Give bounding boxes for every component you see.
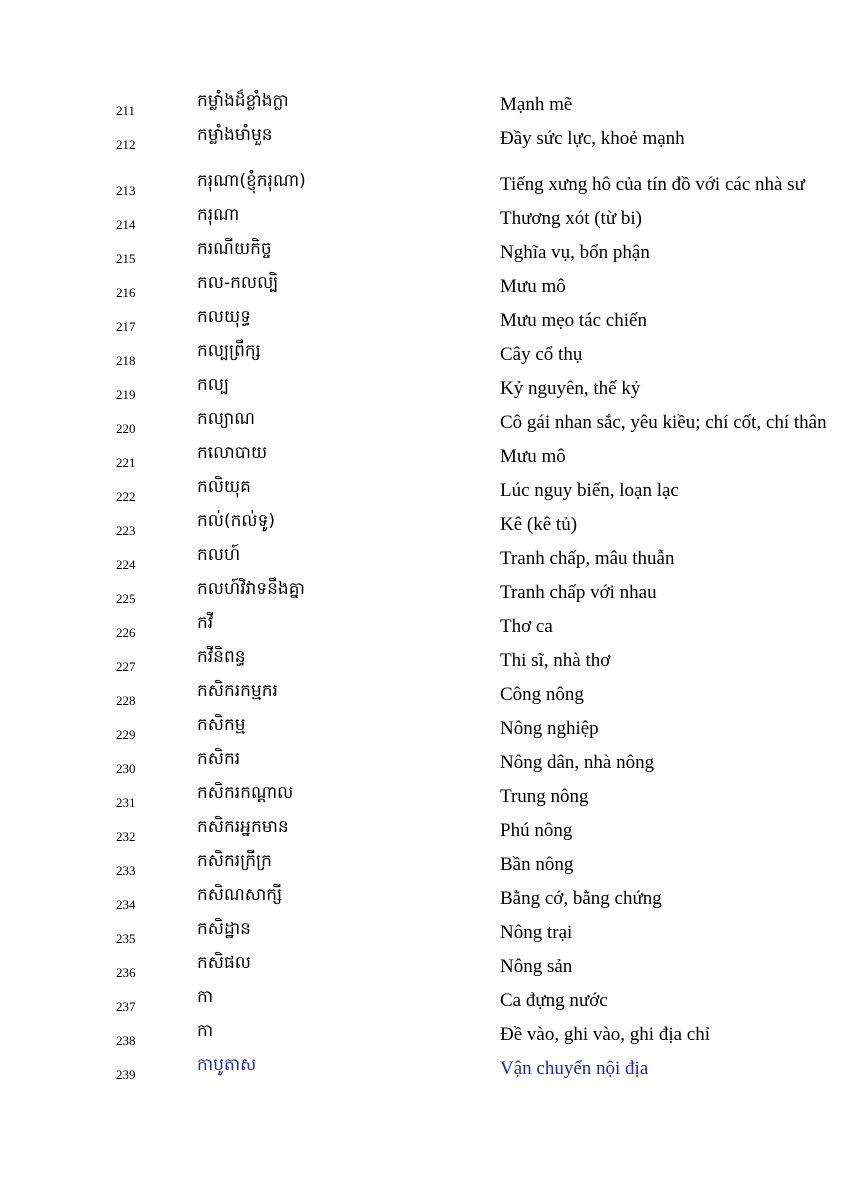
- khmer-term: កាបូតាស: [197, 1055, 257, 1075]
- dictionary-entry: [0, 744, 848, 778]
- dictionary-entry-list: [0, 86, 848, 1084]
- entry-number: 223: [116, 523, 136, 538]
- entry-number: 211: [116, 103, 136, 118]
- dictionary-entry: [0, 914, 848, 948]
- khmer-term: ករុណា(ខ្ញុំករុណា): [197, 171, 306, 191]
- khmer-term: កសិណសាក្សី: [197, 885, 283, 905]
- vietnamese-meaning: Nông dân, nhà nông: [500, 752, 655, 773]
- khmer-term: កល្ប: [197, 375, 230, 395]
- entry-number: 221: [116, 455, 136, 470]
- entry-number: 215: [116, 251, 136, 266]
- dictionary-entry: [0, 710, 848, 744]
- khmer-term: កល្យាណ: [197, 409, 255, 429]
- dictionary-entry: [0, 404, 848, 438]
- dictionary-entry: [0, 982, 848, 1016]
- dictionary-entry: [0, 268, 848, 302]
- dictionary-entry: [0, 676, 848, 710]
- dictionary-entry: [0, 302, 848, 336]
- khmer-term: ករុណា: [197, 205, 240, 225]
- vietnamese-meaning: Bần nông: [500, 854, 574, 875]
- khmer-term: កលយុទ្ធ: [197, 307, 251, 327]
- entry-number: 230: [116, 761, 136, 776]
- khmer-term: កលហ៍វិវាទនឹងគ្នា: [197, 579, 305, 599]
- dictionary-entry: [0, 200, 848, 234]
- vietnamese-meaning: Cây cổ thụ: [500, 344, 583, 365]
- entry-number: 231: [116, 795, 136, 810]
- vietnamese-meaning: Thương xót (từ bi): [500, 208, 642, 229]
- dictionary-entry: [0, 880, 848, 914]
- khmer-term: កសិកម្ម: [197, 715, 246, 735]
- khmer-term: ករណីយកិច្ច: [197, 239, 272, 259]
- dictionary-entry: [0, 574, 848, 608]
- dictionary-entry: [0, 120, 848, 154]
- khmer-term: កល-កលល្បិ: [197, 273, 279, 293]
- vietnamese-meaning: Thơ ca: [500, 616, 553, 637]
- entry-number: 213: [116, 183, 136, 198]
- vietnamese-meaning: Kỷ nguyên, thế kỷ: [500, 378, 641, 399]
- khmer-term: កសិករកម្មករ: [197, 681, 278, 701]
- entry-number: 217: [116, 319, 136, 334]
- dictionary-entry: [0, 812, 848, 846]
- entry-number: 238: [116, 1033, 136, 1048]
- entry-number: 220: [116, 421, 136, 436]
- entry-number: 212: [116, 137, 136, 152]
- vietnamese-meaning: Nông trại: [500, 922, 573, 943]
- dictionary-entry: [0, 234, 848, 268]
- vietnamese-meaning: Đầy sức lực, khoẻ mạnh: [500, 128, 685, 149]
- entry-number: 216: [116, 285, 136, 300]
- entry-number: 214: [116, 217, 136, 232]
- khmer-term: កម្លាំងដ៏ខ្លាំងក្លា: [197, 91, 289, 111]
- khmer-term: កា: [197, 987, 214, 1007]
- entry-number: 225: [116, 591, 136, 606]
- entry-number: 222: [116, 489, 136, 504]
- vietnamese-meaning: Mưu mẹo tác chiến: [500, 310, 647, 331]
- vietnamese-meaning: Trung nông: [500, 786, 589, 807]
- dictionary-entry: [0, 438, 848, 472]
- khmer-term: កសិដ្ឋាន: [197, 919, 251, 939]
- vietnamese-meaning: Tiếng xưng hô của tín đồ với các nhà sư: [500, 174, 805, 195]
- vietnamese-meaning: Nông nghiệp: [500, 718, 599, 739]
- vietnamese-meaning: Nông sản: [500, 956, 573, 977]
- entry-number: 219: [116, 387, 136, 402]
- vietnamese-meaning: Tranh chấp, mâu thuẫn: [500, 548, 675, 569]
- vietnamese-meaning: Kê (kê tủ): [500, 514, 578, 535]
- vietnamese-meaning: Vận chuyển nội địa: [500, 1058, 649, 1079]
- vietnamese-meaning: Mưu mô: [500, 446, 566, 467]
- khmer-term: កវី: [197, 613, 214, 633]
- dictionary-entry: [0, 506, 848, 540]
- entry-number: 228: [116, 693, 136, 708]
- dictionary-entry: [0, 608, 848, 642]
- vietnamese-meaning: Phú nông: [500, 820, 573, 841]
- entry-number: 218: [116, 353, 136, 368]
- dictionary-entry: [0, 86, 848, 120]
- khmer-term: កសិករក្រីក្រ: [197, 851, 272, 871]
- khmer-term: កលោបាយ: [197, 443, 268, 463]
- vietnamese-meaning: Tranh chấp với nhau: [500, 582, 657, 603]
- entry-number: 227: [116, 659, 136, 674]
- dictionary-entry: [0, 336, 848, 370]
- khmer-term: កា: [197, 1021, 214, 1041]
- vietnamese-meaning: Đề vào, ghi vào, ghi địa chỉ: [500, 1024, 711, 1045]
- dictionary-entry: [0, 370, 848, 404]
- vietnamese-meaning: Ca đựng nước: [500, 990, 608, 1011]
- entry-number: 237: [116, 999, 136, 1014]
- khmer-term: កសិករកណ្ដាល: [197, 783, 294, 803]
- entry-number: 236: [116, 965, 136, 980]
- dictionary-entry: [0, 154, 848, 200]
- dictionary-entry: [0, 948, 848, 982]
- vietnamese-meaning: Nghĩa vụ, bổn phận: [500, 242, 650, 263]
- entry-number: 233: [116, 863, 136, 878]
- vietnamese-meaning: Mạnh mẽ: [500, 94, 573, 115]
- entry-number: 232: [116, 829, 136, 844]
- dictionary-entry: [0, 1050, 848, 1084]
- vietnamese-meaning: Bằng cớ, bằng chứng: [500, 888, 662, 909]
- entry-number: 235: [116, 931, 136, 946]
- dictionary-entry: [0, 472, 848, 506]
- khmer-term: កលហ៍: [197, 545, 241, 565]
- vietnamese-meaning: Cô gái nhan sắc, yêu kiều; chí cốt, chí thân: [500, 412, 827, 433]
- entry-number: 234: [116, 897, 136, 912]
- dictionary-entry: [0, 540, 848, 574]
- khmer-term: កសិផល: [197, 953, 251, 973]
- khmer-term: កសិករ: [197, 749, 241, 769]
- vietnamese-meaning: Công nông: [500, 684, 584, 705]
- entry-number: 226: [116, 625, 136, 640]
- vietnamese-meaning: Lúc nguy biến, loạn lạc: [500, 480, 679, 501]
- vietnamese-meaning: Thi sĩ, nhà thơ: [500, 650, 611, 671]
- dictionary-entry: [0, 778, 848, 812]
- khmer-term: កល្បព្រឹក្ស: [197, 341, 261, 361]
- khmer-term: កម្លាំងមាំមួន: [197, 125, 273, 145]
- vietnamese-meaning: Mưu mô: [500, 276, 566, 297]
- dictionary-entry: [0, 1016, 848, 1050]
- khmer-term: កល់(កល់ទូ): [197, 511, 276, 531]
- khmer-term: កវីនិពន្ធ: [197, 647, 246, 667]
- khmer-term: កសិករអ្នកមាន: [197, 817, 289, 837]
- khmer-term: កលិយុគ: [197, 477, 251, 497]
- dictionary-entry: [0, 846, 848, 880]
- entry-number: 224: [116, 557, 136, 572]
- dictionary-entry: [0, 642, 848, 676]
- entry-number: 239: [116, 1067, 136, 1082]
- entry-number: 229: [116, 727, 136, 742]
